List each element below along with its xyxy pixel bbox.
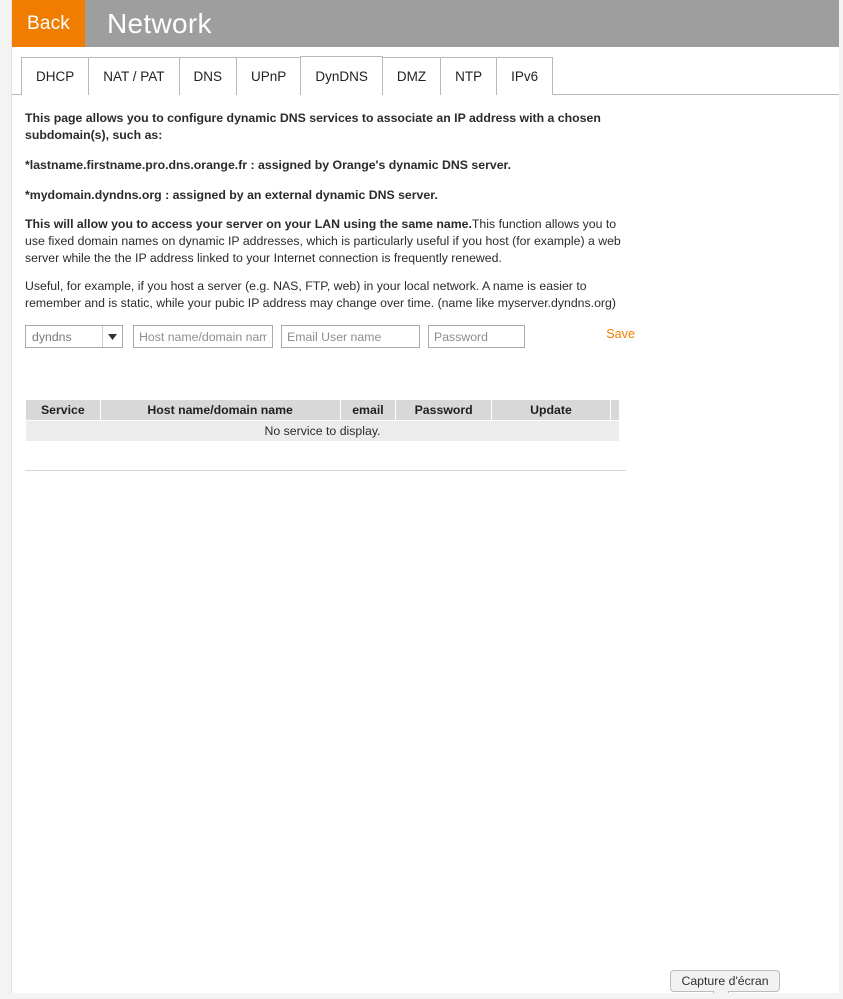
password-input[interactable]	[428, 325, 525, 348]
tab-upnp[interactable]: UPnP	[236, 57, 301, 95]
services-table	[25, 399, 620, 442]
screenshot-capture-button[interactable]: Capture d'écran	[670, 970, 780, 992]
tab-bar	[12, 47, 839, 95]
page-left-edge	[0, 0, 12, 999]
description-example-orange: *lastname.firstname.pro.dns.orange.fr : assigned by Orange's dynamic DNS server.	[25, 158, 512, 173]
tab-dyndns[interactable]: DynDNS	[300, 56, 383, 95]
column-header-password: Password	[396, 400, 492, 421]
column-header-host-name: Host name/domain name	[100, 400, 340, 421]
description-lan-rest: This function allows you to use fixed domain names on dynamic IP addresses, which is particularly useful if you host (for example) a web server while the the IP address linked to your Internet connection is frequently renewed.	[25, 217, 621, 265]
description-lan-bold: This will allow you to access your server on your LAN using the same name.	[25, 217, 472, 232]
page-header	[12, 0, 839, 47]
save-button[interactable]: Save	[606, 327, 635, 341]
description-example-external: *mydomain.dyndns.org : assigned by an external dynamic DNS server.	[25, 187, 438, 202]
column-header-update: Update	[491, 400, 610, 421]
page-bottom-edge	[0, 993, 843, 999]
host-name-input[interactable]	[133, 325, 273, 348]
chevron-down-icon	[102, 326, 122, 347]
column-header-email: email	[340, 400, 396, 421]
tab-nat-pat[interactable]: NAT / PAT	[88, 57, 179, 95]
tab-dmz[interactable]: DMZ	[382, 57, 441, 95]
tab-dhcp[interactable]: DHCP	[21, 57, 89, 95]
page-title: Network	[107, 7, 212, 39]
service-select[interactable]	[25, 325, 123, 348]
service-select-value: dyndns	[32, 329, 72, 344]
table-header-row	[26, 400, 620, 421]
column-header-service: Service	[26, 400, 101, 421]
tab-ntp[interactable]: NTP	[440, 57, 497, 95]
tab-ipv6[interactable]: IPv6	[496, 57, 553, 95]
email-user-name-input[interactable]	[281, 325, 420, 348]
tab-dns[interactable]: DNS	[179, 57, 238, 95]
column-header-spacer	[610, 400, 619, 421]
page-right-edge	[839, 0, 843, 999]
description-lan	[25, 216, 635, 266]
table-empty-row	[26, 421, 620, 442]
table-empty-message: No service to display.	[26, 421, 620, 442]
description-useful: Useful, for example, if you host a server (e.g. NAS, FTP, web) in your local network. A name is easier to remember and is static, while your pubic IP address may change over time. (name like myserver.dyndns.org)	[25, 279, 616, 310]
back-button[interactable]: Back	[12, 0, 85, 47]
content-divider	[25, 470, 626, 471]
dyndns-form-row	[25, 325, 635, 349]
description-intro: This page allows you to configure dynamic DNS services to associate an IP address with a chosen subdomain(s), such as:	[25, 111, 601, 142]
description-block	[25, 110, 635, 321]
